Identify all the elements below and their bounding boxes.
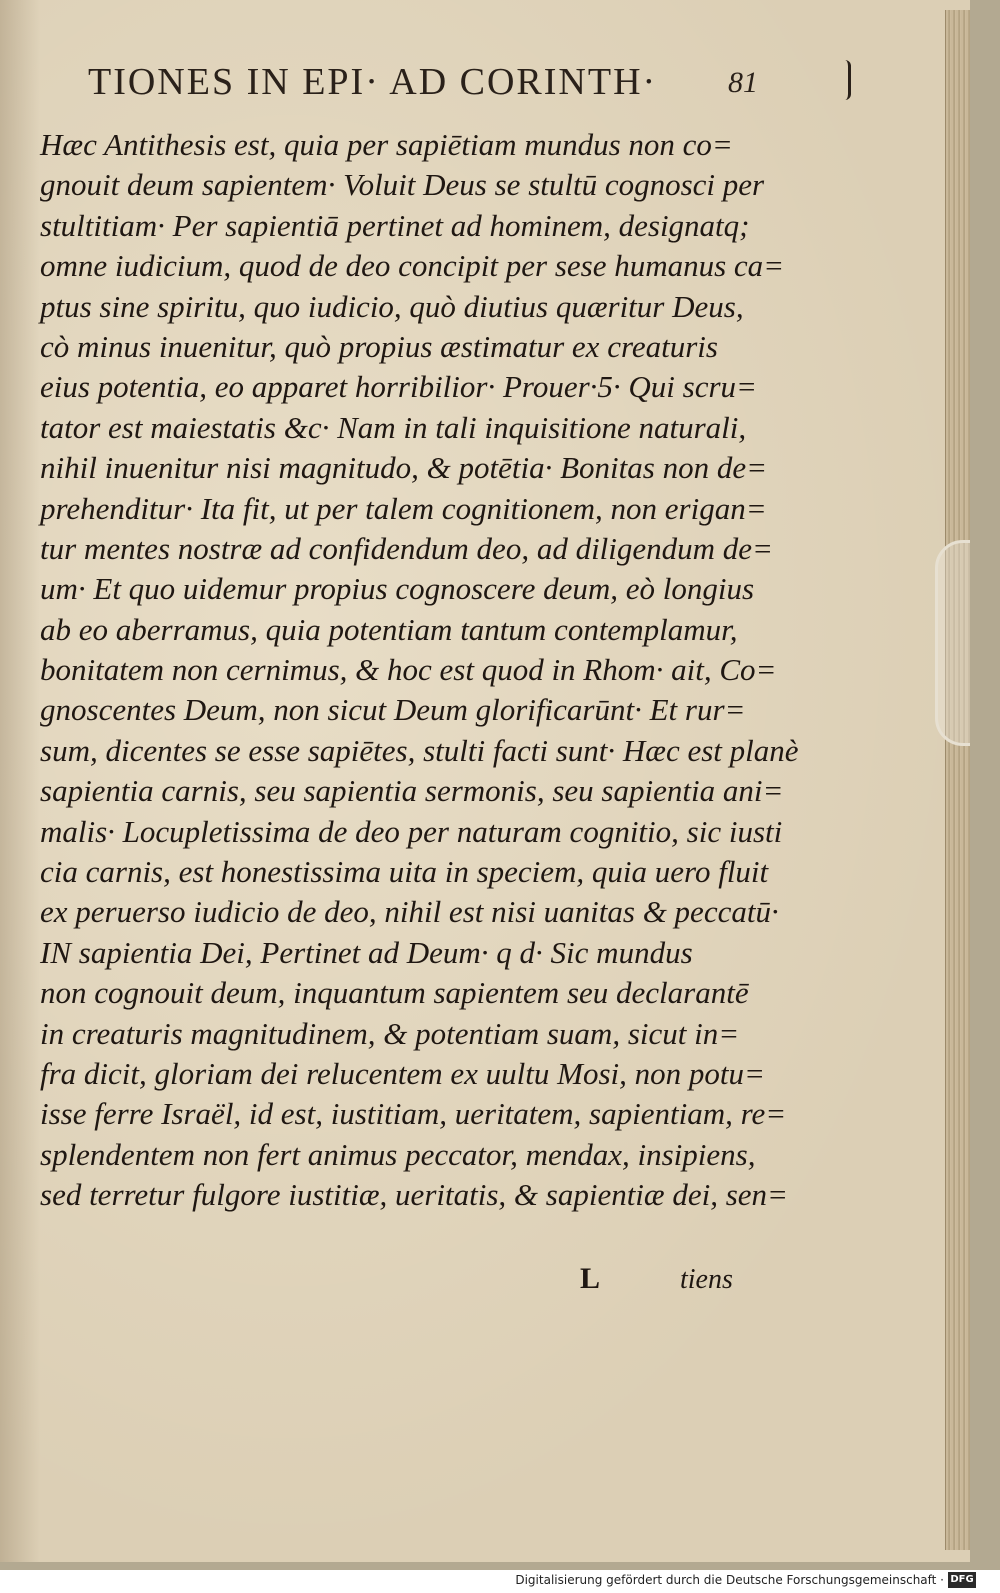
text-line: gnoscentes Deum, non sicut Deum glorificarūnt· Et rur= [40, 692, 746, 728]
text-line: omne iudicium, quod de deo concipit per sese humanus ca= [40, 248, 785, 284]
text-line: cia carnis, est honestissima uita in speciem, quia uero fluit [40, 854, 769, 890]
gutter-shadow [0, 0, 40, 1562]
text-line: IN sapientia Dei, Pertinet ad Deum· q d· Sic mundus [40, 934, 693, 970]
text-line: isse ferre Israël, id est, iustitiam, ueritatem, sapientiam, re= [40, 1096, 787, 1132]
text-line: cò minus inuenitur, quò propius æstimatur ex creaturis [40, 328, 718, 364]
bracket-mark [840, 60, 851, 100]
funding-credit: Digitalisierung gefördert durch die Deutsche Forschungsgemeinschaft · [515, 1573, 944, 1587]
text-line: gnouit deum sapientem· Voluit Deus se stultū cognosci per [40, 167, 765, 203]
text-line: Hæc Antithesis est, quia per sapiētiam mundus non co= [40, 127, 733, 162]
text-line: sum, dicentes se esse sapiētes, stulti facti sunt· Hæc est planè [40, 732, 799, 768]
body-text [40, 125, 799, 1216]
text-line: eius potentia, eo apparet horribilior· Prouer·5· Qui scru= [40, 369, 757, 405]
text-line: ex peruerso iudicio de deo, nihil est nisi uanitas & peccatū· [40, 894, 779, 930]
book-clasp [935, 540, 970, 746]
folio-number: 81 [728, 66, 758, 99]
text-line: in creaturis magnitudinem, & potentiam suam, sicut in= [40, 1015, 740, 1051]
page-fore-edge [945, 10, 970, 1550]
dfg-logo: DFG [948, 1572, 976, 1588]
text-line: non cognouit deum, inquantum sapientem seu declarantē [40, 975, 749, 1011]
text-line: bonitatem non cernimus, & hoc est quod in Rhom· ait, Co= [40, 652, 777, 688]
signature-mark: L [580, 1262, 601, 1295]
running-head-title: TIONES IN EPI· AD CORINTH· [88, 61, 658, 103]
text-line: sapientia carnis, seu sapientia sermonis, seu sapientia ani= [40, 773, 784, 809]
digitization-footer [0, 1570, 1000, 1593]
text-line: ptus sine spiritu, quo iudicio, quò diutius quæritur Deus, [40, 288, 744, 324]
text-line: tur mentes nostræ ad confidendum deo, ad diligendum de= [40, 530, 773, 566]
text-line: malis· Locupletissima de deo per naturam cognitio, sic iusti [40, 813, 783, 849]
text-line: tator est maiestatis &c· Nam in tali inquisitione naturali, [40, 409, 747, 445]
text-line: ab eo aberramus, quia potentiam tantum contemplamur, [40, 611, 738, 647]
text-line: nihil inuenitur nisi magnitudo, & potētia· Bonitas non de= [40, 450, 768, 486]
text-line: splendentem non fert animus peccator, mendax, insipiens, [40, 1136, 756, 1172]
catchword: tiens [680, 1264, 733, 1295]
running-head [88, 60, 858, 104]
text-line: stultitiam· Per sapientiā pertinet ad hominem, designatq; [40, 207, 750, 243]
text-line: sed terretur fulgore iustitiæ, ueritatis, & sapientiæ dei, sen= [40, 1177, 788, 1213]
text-line: fra dicit, gloriam dei relucentem ex uultu Mosi, non potu= [40, 1055, 765, 1091]
catchwords-line [40, 1262, 760, 1302]
text-line: um· Et quo uidemur propius cognoscere deum, eò longius [40, 571, 755, 607]
text-line: prehenditur· Ita fit, ut per talem cognitionem, non erigan= [40, 490, 767, 526]
